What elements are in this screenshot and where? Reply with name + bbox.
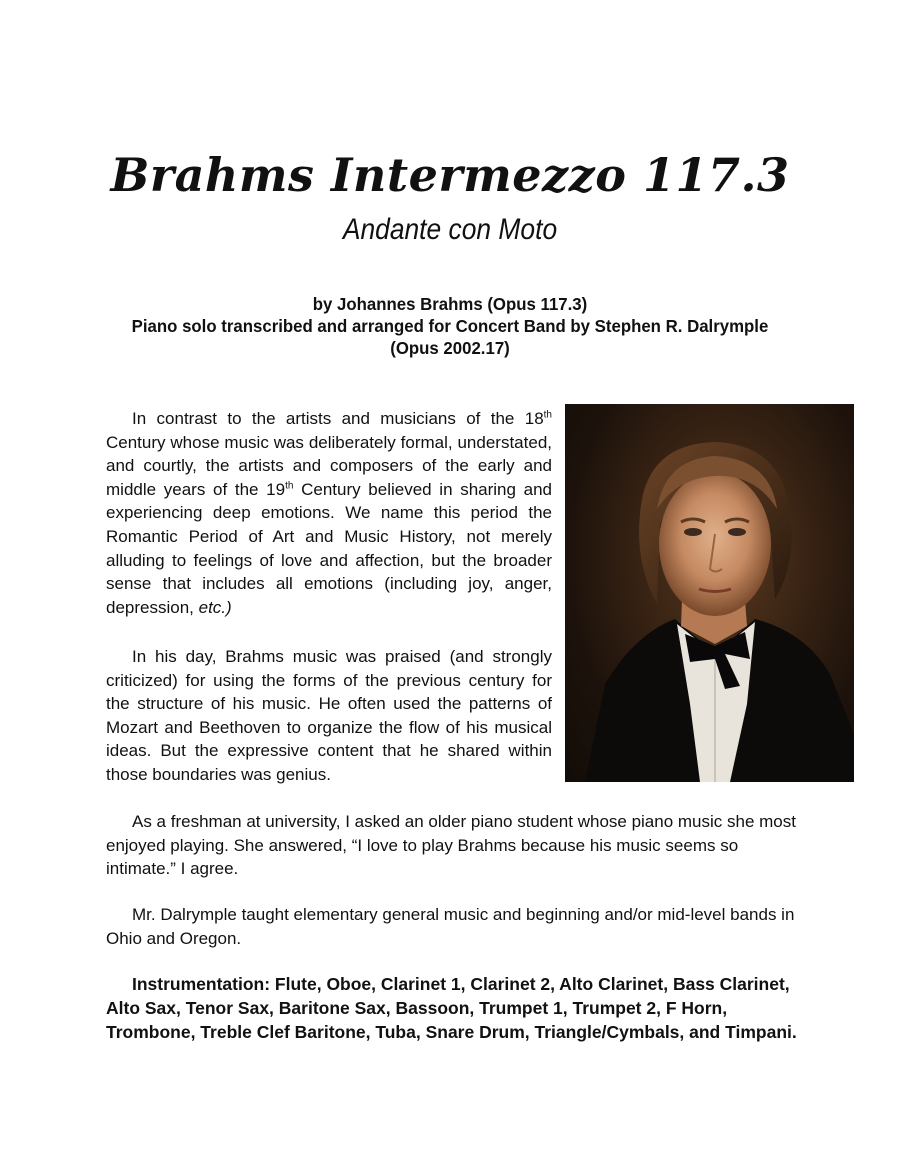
paragraph-romantic-period: In contrast to the artists and musicians of the 18th Century whose music was deliberately formal, understated, and courtly, the artists and composers of the early and middle years of the 19th Century believed in sharing and experiencing deep emotions. We name this period the Romantic Period of Art and Music History, not merely alluding to feelings of love and affection, but the broader sense that includes all emotions (including joy, anger, depression, etc.) (106, 409, 552, 617)
page-subtitle: Andante con Moto (342, 213, 558, 246)
paragraph-instrumentation: Instrumentation: Flute, Oboe, Clarinet 1, Clarinet 2, Alto Clarinet, Bass Clarinet, Alto Sax, Tenor Sax, Baritone Sax, Bassoon, Trumpet 1, Trumpet 2, F Horn, Trombone, Treble Clef Baritone, Tuba, Snare Drum, Triangle/Cymbals, and Timpani. (106, 974, 797, 1042)
byline (18, 293, 882, 359)
paragraph-brahms-forms: In his day, Brahms music was praised (and strongly criticized) for using the forms of the previous century for the structure of his music. He often used the patterns of Mozart and Beethoven to organize the flow of his musical ideas. But the expressive content that he shared within those boundaries was genius. (106, 647, 552, 784)
byline-opus: (Opus 2002.17) (390, 338, 510, 358)
byline-composer: by Johannes Brahms (Opus 117.3) (312, 294, 588, 314)
paragraph-about-arranger: Mr. Dalrymple taught elementary general music and beginning and/or mid-level bands in Ohio and Oregon. (106, 905, 795, 948)
page-title: Brahms Intermezzo 117.3 (110, 148, 790, 202)
paragraph-university-anecdote: As a freshman at university, I asked an older piano student whose piano music she most enjoyed playing. She answered, “I love to play Brahms because his music seems so intimate.” I agree. (106, 812, 796, 879)
byline-arranger: Piano solo transcribed and arranged for Concert Band by Stephen R. Dalrymple (131, 316, 769, 336)
brahms-portrait-image (565, 404, 854, 782)
